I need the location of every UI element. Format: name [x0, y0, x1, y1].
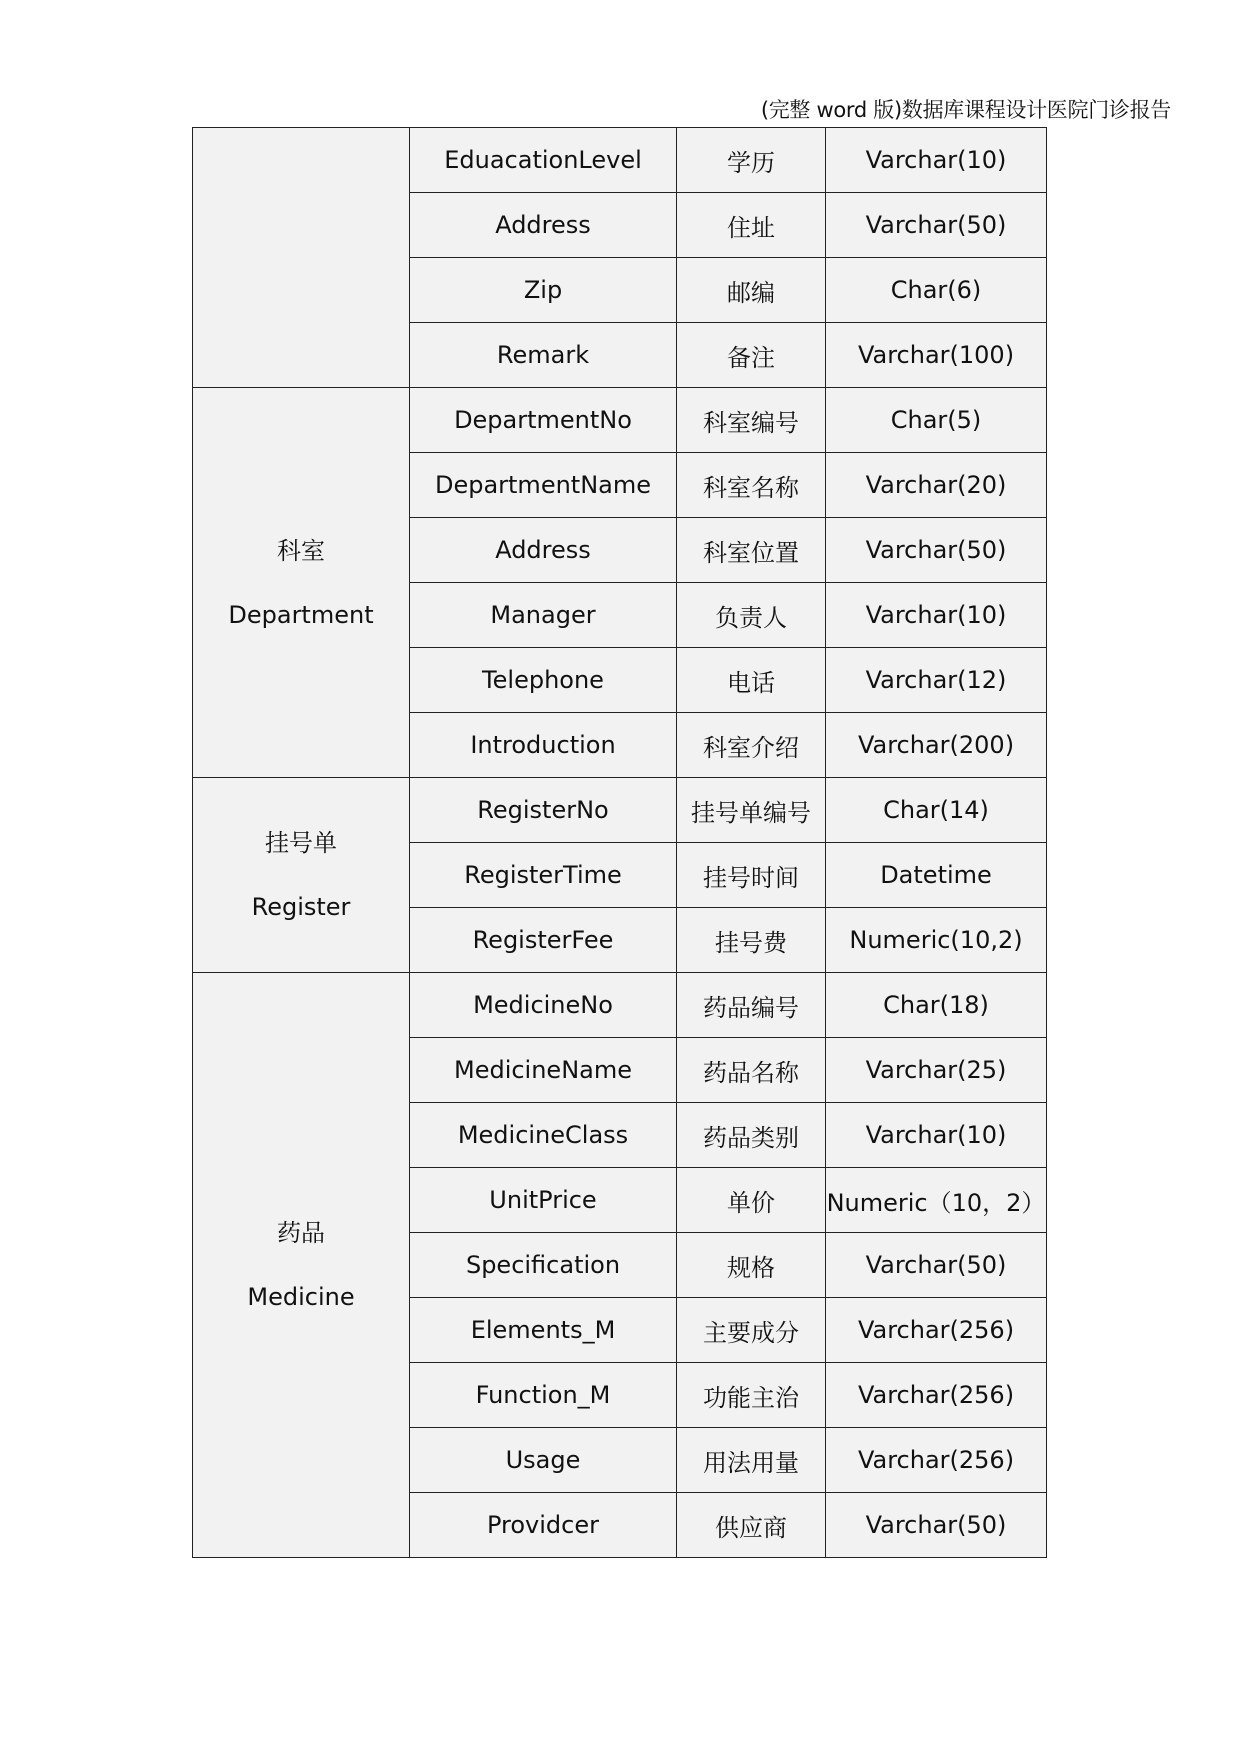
field-type: Varchar(25): [826, 1038, 1047, 1103]
field-name: MedicineNo: [410, 973, 677, 1038]
field-cn-name: 科室编号: [677, 388, 826, 453]
table-row: [193, 128, 1047, 193]
entity-cell-department: [193, 388, 410, 778]
field-name: Manager: [410, 583, 677, 648]
field-name: DepartmentNo: [410, 388, 677, 453]
field-type: Varchar(100): [826, 323, 1047, 388]
field-name: Elements_M: [410, 1298, 677, 1363]
field-name: RegisterFee: [410, 908, 677, 973]
field-type: Varchar(50): [826, 518, 1047, 583]
field-cn-name: 备注: [677, 323, 826, 388]
field-name: Zip: [410, 258, 677, 323]
field-cn-name: 挂号单编号: [677, 778, 826, 843]
field-cn-name: 药品类别: [677, 1103, 826, 1168]
field-type: Varchar(10): [826, 128, 1047, 193]
field-cn-name: 学历: [677, 128, 826, 193]
table-row: [193, 778, 1047, 843]
field-cn-name: 供应商: [677, 1493, 826, 1558]
field-cn-name: 科室位置: [677, 518, 826, 583]
field-cn-name: 功能主治: [677, 1363, 826, 1428]
field-type: Varchar(12): [826, 648, 1047, 713]
field-name: Function_M: [410, 1363, 677, 1428]
field-cn-name: 电话: [677, 648, 826, 713]
field-name: Specification: [410, 1233, 677, 1298]
field-name: MedicineName: [410, 1038, 677, 1103]
field-type: Varchar(20): [826, 453, 1047, 518]
entity-cell-continued: [193, 128, 410, 388]
field-name: EduacationLevel: [410, 128, 677, 193]
field-cn-name: 规格: [677, 1233, 826, 1298]
field-cn-name: 药品编号: [677, 973, 826, 1038]
field-name: RegisterTime: [410, 843, 677, 908]
field-cn-name: 挂号时间: [677, 843, 826, 908]
field-type: Varchar(200): [826, 713, 1047, 778]
table-row: [193, 973, 1047, 1038]
field-name: Telephone: [410, 648, 677, 713]
entity-cell-medicine: [193, 973, 410, 1558]
entity-en-label: Medicine: [247, 1283, 355, 1311]
field-cn-name: 住址: [677, 193, 826, 258]
document-header: (完整 word 版)数据库课程设计医院门诊报告: [760, 98, 1171, 122]
entity-en-label: Register: [251, 893, 351, 921]
field-type: Varchar(50): [826, 1233, 1047, 1298]
schema-table: [192, 127, 1047, 1558]
field-type: Varchar(256): [826, 1363, 1047, 1428]
field-name: Providcer: [410, 1493, 677, 1558]
field-cn-name: 邮编: [677, 258, 826, 323]
field-type: Varchar(10): [826, 1103, 1047, 1168]
field-type: Varchar(256): [826, 1298, 1047, 1363]
field-cn-name: 药品名称: [677, 1038, 826, 1103]
entity-cell-register: [193, 778, 410, 973]
field-type: Varchar(50): [826, 1493, 1047, 1558]
field-type: Varchar(10): [826, 583, 1047, 648]
field-type: Numeric（10，2）: [826, 1168, 1047, 1233]
field-type: Char(6): [826, 258, 1047, 323]
field-cn-name: 主要成分: [677, 1298, 826, 1363]
table-row: [193, 388, 1047, 453]
field-cn-name: 科室名称: [677, 453, 826, 518]
field-type: Datetime: [826, 843, 1047, 908]
entity-cn-label: 科室: [277, 536, 325, 565]
field-name: UnitPrice: [410, 1168, 677, 1233]
field-type: Varchar(50): [826, 193, 1047, 258]
field-name: DepartmentName: [410, 453, 677, 518]
field-cn-name: 负责人: [677, 583, 826, 648]
field-type: Numeric(10,2): [826, 908, 1047, 973]
field-type: Char(18): [826, 973, 1047, 1038]
field-name: MedicineClass: [410, 1103, 677, 1168]
field-name: Address: [410, 518, 677, 583]
field-cn-name: 科室介绍: [677, 713, 826, 778]
field-type: Char(14): [826, 778, 1047, 843]
field-name: Introduction: [410, 713, 677, 778]
field-type: Char(5): [826, 388, 1047, 453]
field-name: Address: [410, 193, 677, 258]
field-type: Varchar(256): [826, 1428, 1047, 1493]
field-cn-name: 单价: [677, 1168, 826, 1233]
field-name: RegisterNo: [410, 778, 677, 843]
field-cn-name: 挂号费: [677, 908, 826, 973]
entity-en-label: Department: [228, 600, 374, 629]
entity-cn-label: 挂号单: [265, 829, 337, 857]
entity-cn-label: 药品: [277, 1219, 325, 1247]
field-name: Remark: [410, 323, 677, 388]
field-cn-name: 用法用量: [677, 1428, 826, 1493]
field-name: Usage: [410, 1428, 677, 1493]
